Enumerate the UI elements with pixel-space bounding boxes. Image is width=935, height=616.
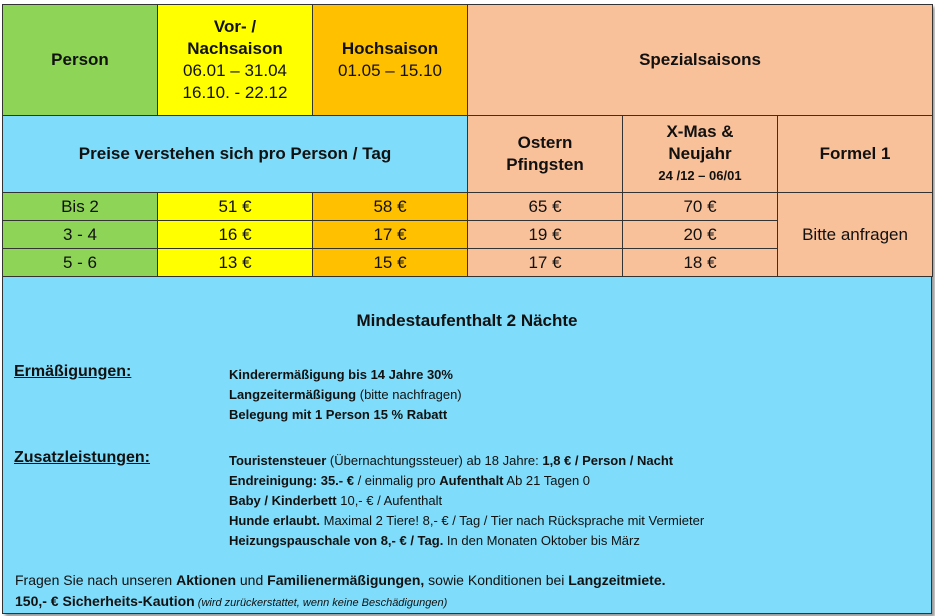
deposit-text: 150,- € Sicherheits-Kaution (15, 593, 195, 609)
extra-line-3 (229, 493, 442, 508)
person-cell: 5 - 6 (3, 249, 158, 277)
deposit-note: (wird zurückerstattet, wenn keine Beschädigungen) (194, 597, 448, 609)
spezialsaisons-header: Spezialsaisons (468, 5, 933, 116)
price-sheet (2, 4, 932, 614)
extra-label: Endreinigung: 35.- € (229, 473, 354, 488)
extra-line-5 (229, 533, 640, 548)
xmas-date-range: 24 /12 – 06/01 (658, 168, 742, 183)
vor-price-cell: 13 € (158, 249, 313, 277)
extra-text: (Übernachtungssteuer) ab 18 Jahre: (326, 453, 543, 468)
ermaessigungen-title: Ermäßigungen: (14, 363, 132, 380)
footer-text: sowie Konditionen bei (424, 572, 569, 588)
zusatzleistungen-title: Zusatzleistungen: (14, 449, 151, 466)
discount-text: Belegung mit 1 Person 15 % Rabatt (229, 407, 448, 422)
extra-label: Heizungspauschale von 8,- € / Tag. (229, 533, 444, 548)
vor-date-range-2: 16.10. - 22.12 (182, 83, 288, 102)
xmas-label: X-Mas & (666, 122, 734, 141)
subheader-row (3, 116, 933, 193)
xmas-price-cell: 70 € (623, 193, 778, 221)
person-cell: Bis 2 (3, 193, 158, 221)
footer-highlight: Familienermäßigungen, (267, 572, 425, 588)
extra-text: Maximal 2 Tiere! 8,- € / Tag / Tier nach Rücksprache mit Vermieter (320, 513, 705, 528)
pfingsten-label: Pfingsten (506, 155, 584, 174)
ostern-price-cell: 65 € (468, 193, 623, 221)
person-header: Person (3, 5, 158, 116)
hochsaison-label: Hochsaison (341, 39, 439, 58)
extra-price: 1,8 € / Person / Nacht (542, 453, 674, 468)
ostern-label: Ostern (517, 133, 573, 152)
footer-line-1 (15, 572, 666, 588)
footer-highlight: Aktionen (176, 572, 236, 588)
extra-line-2 (229, 473, 590, 488)
xmas-price-cell: 18 € (623, 249, 778, 277)
extra-text: 10,- € / Aufenthalt (336, 493, 443, 508)
extra-line-1 (229, 453, 673, 468)
nachsaison-label: Nachsaison (187, 39, 283, 58)
vor-nachsaison-header (158, 5, 313, 116)
extra-line-4 (229, 513, 704, 528)
discount-text: Kinderermäßigung bis 14 Jahre 30% (229, 367, 453, 382)
discount-line-1 (229, 367, 453, 382)
hoch-price-cell: 58 € (313, 193, 468, 221)
xmas-price-cell: 20 € (623, 221, 778, 249)
ostern-price-cell: 17 € (468, 249, 623, 277)
extra-label: Hunde erlaubt. (229, 513, 321, 528)
formel1-value: Bitte anfragen (778, 193, 933, 277)
vor-price-cell: 51 € (158, 193, 313, 221)
extra-label: Baby / Kinderbett (229, 493, 337, 508)
extra-text: / einmalig pro (353, 473, 440, 488)
extra-label: Touristensteuer (229, 453, 327, 468)
hoch-price-cell: 15 € (313, 249, 468, 277)
extra-text: Ab 21 Tagen 0 (503, 473, 591, 488)
footer-text: und (236, 572, 268, 588)
discount-line-3 (229, 407, 447, 422)
vor-date-range-1: 06.01 – 31.04 (183, 61, 287, 80)
formel1-header: Formel 1 (778, 116, 933, 193)
minimum-stay-title: Mindestaufenthalt 2 Nächte (356, 311, 578, 330)
footer-text: Fragen Sie nach unseren (15, 572, 177, 588)
hoch-price-cell: 17 € (313, 221, 468, 249)
preise-note: Preise verstehen sich pro Person / Tag (3, 116, 468, 193)
neujahr-label: Neujahr (668, 144, 732, 163)
person-cell: 3 - 4 (3, 221, 158, 249)
ostern-pfingsten-header (468, 116, 623, 193)
discount-text: Langzeitermäßigung (229, 387, 357, 402)
hochsaison-date-range: 01.05 – 15.10 (338, 61, 442, 80)
hochsaison-header (313, 5, 468, 116)
discount-line-2 (229, 387, 462, 402)
footer-line-2 (15, 593, 447, 609)
footer-highlight: Langzeitmiete. (568, 572, 666, 588)
discount-note: (bitte nachfragen) (356, 387, 462, 402)
extra-label: Aufenthalt (439, 473, 504, 488)
ostern-price-cell: 19 € (468, 221, 623, 249)
extra-text: In den Monaten Oktober bis März (443, 533, 640, 548)
table-row (3, 193, 933, 221)
header-row (3, 5, 933, 116)
info-panel (2, 277, 932, 614)
vor-label: Vor- / (213, 17, 257, 36)
vor-price-cell: 16 € (158, 221, 313, 249)
xmas-neujahr-header (623, 116, 778, 193)
price-table (2, 4, 933, 277)
